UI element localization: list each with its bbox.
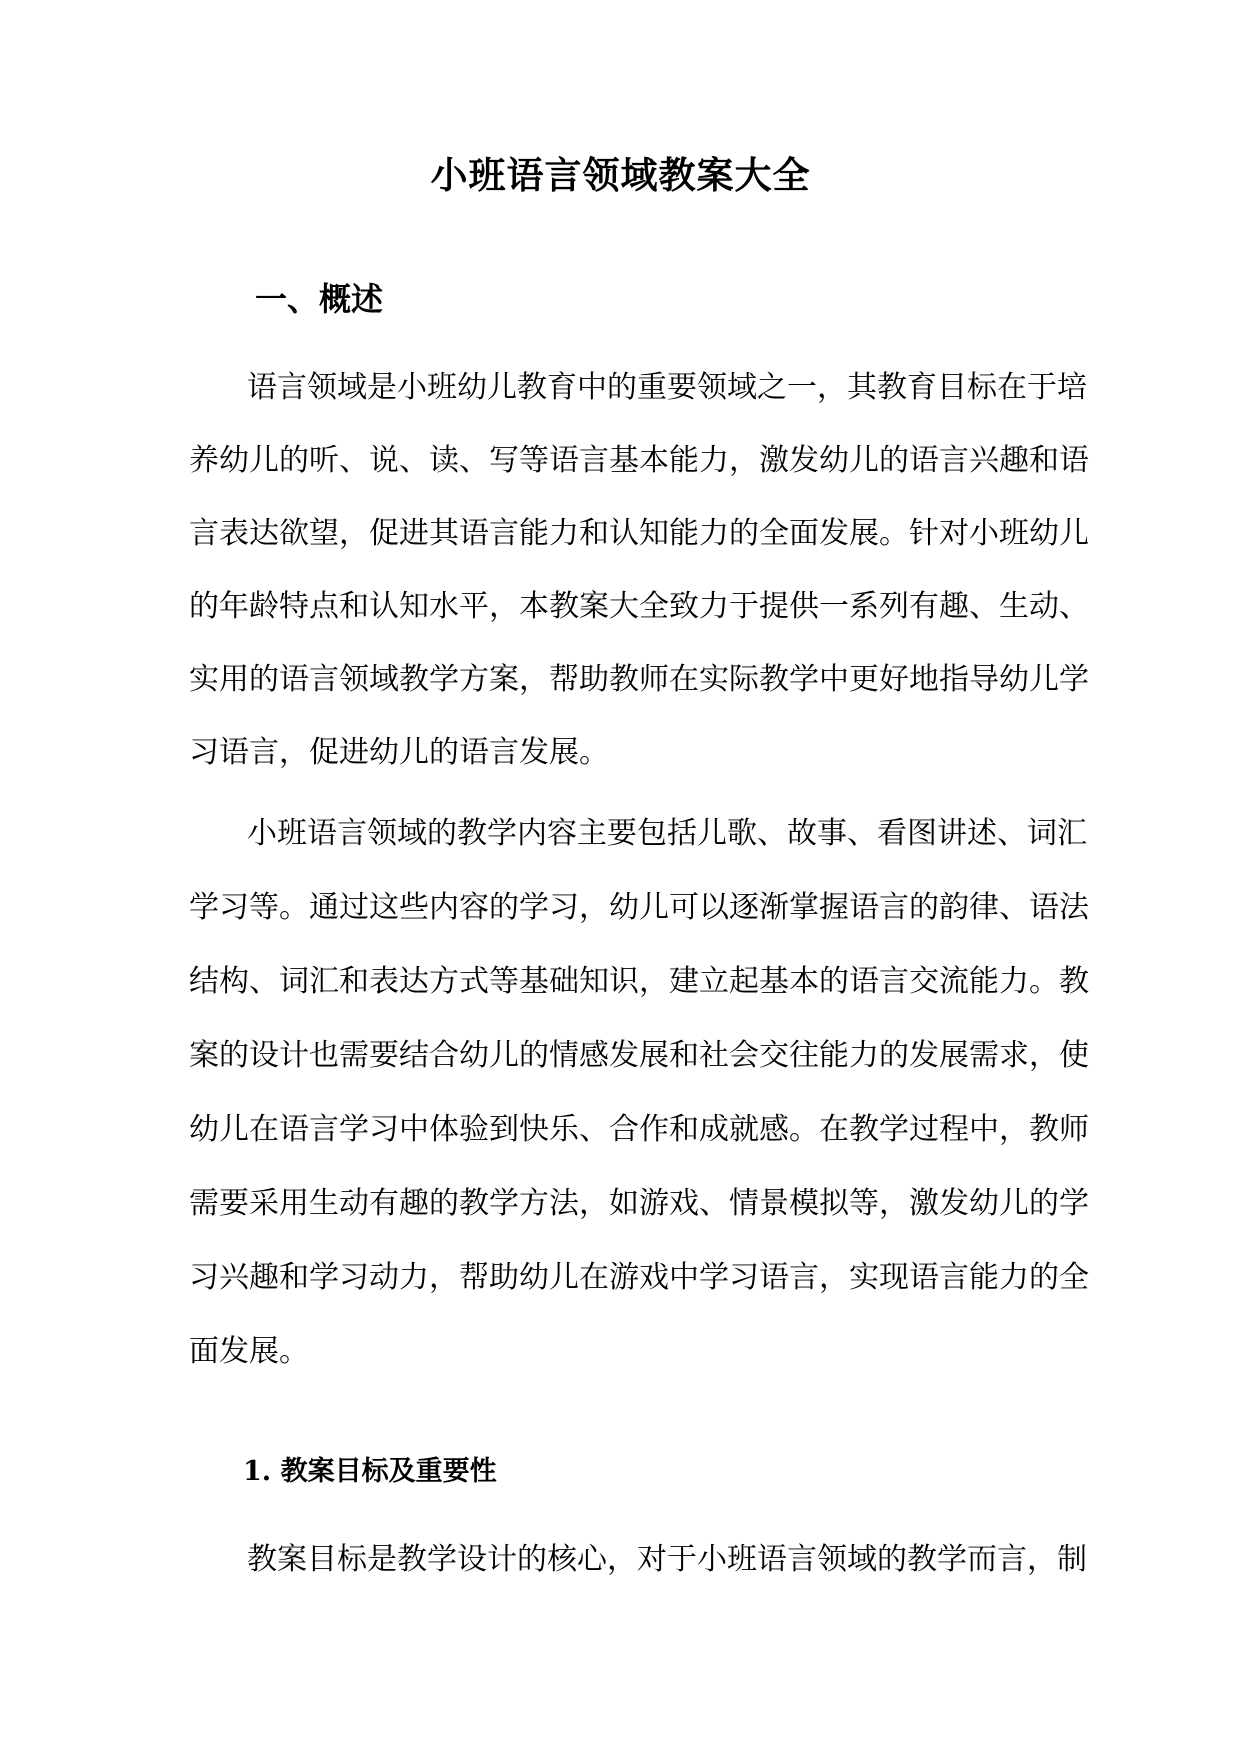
sub-heading-objectives: 1. 教案目标及重要性 xyxy=(243,1456,497,1487)
paragraph-line: 结构、词汇和表达方式等基础知识，建立起基本的语言交流能力。教 xyxy=(189,964,1089,999)
paragraph-line: 习兴趣和学习动力，帮助幼儿在游戏中学习语言，实现语言能力的全 xyxy=(189,1260,1089,1295)
paragraph-line: 学习等。通过这些内容的学习，幼儿可以逐渐掌握语言的韵律、语法 xyxy=(189,890,1089,925)
paragraph-line: 语言领域是小班幼儿教育中的重要领域之一，其教育目标在于培 xyxy=(247,370,1087,405)
paragraph-line: 面发展。 xyxy=(189,1334,309,1369)
paragraph-line: 习语言，促进幼儿的语言发展。 xyxy=(189,735,609,770)
paragraph-line: 需要采用生动有趣的教学方法，如游戏、情景模拟等，激发幼儿的学 xyxy=(189,1186,1089,1221)
paragraph-line: 养幼儿的听、说、读、写等语言基本能力，激发幼儿的语言兴趣和语 xyxy=(189,443,1089,478)
paragraph-line: 的年龄特点和认知水平，本教案大全致力于提供一系列有趣、生动、 xyxy=(189,589,1089,624)
paragraph-line: 教案目标是教学设计的核心，对于小班语言领域的教学而言，制 xyxy=(247,1542,1087,1577)
paragraph-line: 实用的语言领域教学方案，帮助教师在实际教学中更好地指导幼儿学 xyxy=(189,662,1089,697)
paragraph-line: 小班语言领域的教学内容主要包括儿歌、故事、看图讲述、词汇 xyxy=(247,816,1087,851)
paragraph-line: 言表达欲望，促进其语言能力和认知能力的全面发展。针对小班幼儿 xyxy=(189,516,1089,551)
document-title: 小班语言领域教案大全 xyxy=(430,153,811,197)
section-heading-overview: 一、概述 xyxy=(255,280,384,318)
paragraph-line: 幼儿在语言学习中体验到快乐、合作和成就感。在教学过程中，教师 xyxy=(189,1112,1089,1147)
paragraph-line: 案的设计也需要结合幼儿的情感发展和社会交往能力的发展需求，使 xyxy=(189,1038,1089,1073)
